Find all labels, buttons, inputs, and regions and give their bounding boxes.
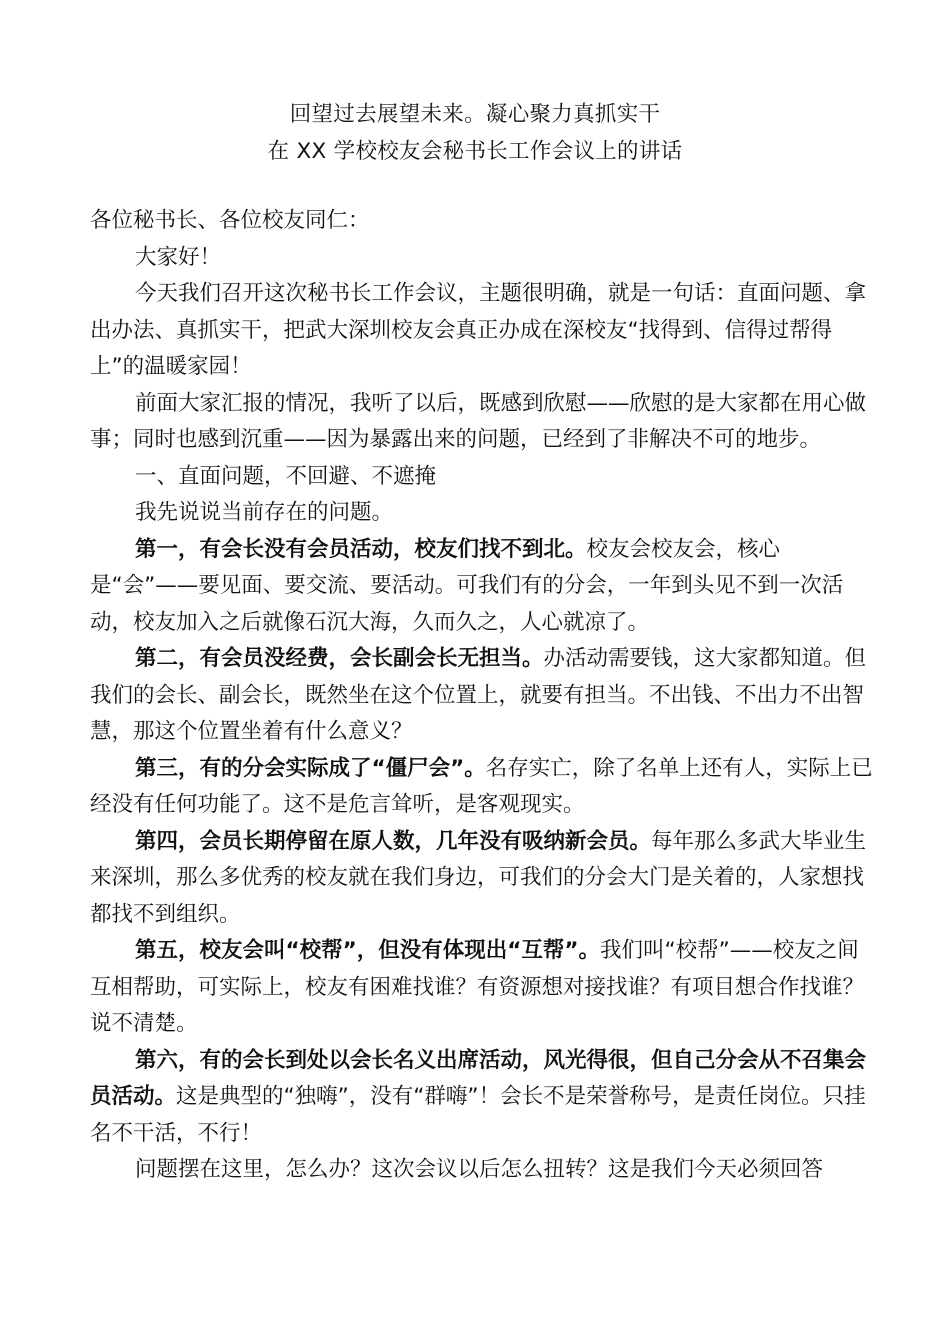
feelings-paragraph: 前面大家汇报的情况，我听了以后，既感到欣慰——欣慰的是大家都在用心做事；同时也感到沉重——因为暴露出来的问题，已经到了非解决不可的地步。 <box>90 390 867 452</box>
section-heading: 一、直面问题，不回避、不遮掩 <box>135 463 437 489</box>
title-block <box>0 96 950 170</box>
problem-6-text: 这是典型的“独嗨”，没有“群嗨”！会长不是荣誉称号，是责任岗位。只挂名不干活，不行！ <box>90 1084 866 1146</box>
problem-1-bold: 第一，有会长没有会员活动，校友们找不到北。 <box>135 536 587 562</box>
section-lead: 我先说说当前存在的问题。 <box>135 500 394 525</box>
problem-2-text: 办活动需要钱，这大家都知道。但我们的会长、副会长，既然坐在这个位置上，就要有担当。不出钱、不出力不出智慧，那这个位置坐着有什么意义？ <box>90 646 867 744</box>
problem-paragraph-4 <box>90 824 880 934</box>
problem-paragraph-6 <box>90 1043 880 1153</box>
closing-paragraph: 问题摆在这里，怎么办？这次会议以后怎么扭转？这是我们今天必须回答 <box>135 1157 824 1182</box>
problem-5-bold: 第五，校友会叫“校帮”，但没有体现出“互帮”。 <box>135 938 601 963</box>
problem-3-bold: 第三，有的分会实际成了“僵尸会”。 <box>135 755 486 781</box>
problem-paragraph-1 <box>90 532 880 642</box>
problem-paragraph-3 <box>90 751 880 824</box>
problem-6-bold: 第六，有的会长到处以会长名义出席活动，风光得很，但自己分会从不召集会员活动。 <box>90 1047 867 1109</box>
speech-body <box>90 203 880 1189</box>
intro-paragraph: 今天我们召开这次秘书长工作会议，主题很明确，就是一句话：直面问题、拿出办法、真抓实干，把武大深圳校友会真正办成在深校友“找得到、信得过帮得上”的温暖家园！ <box>90 281 867 379</box>
problem-4-bold: 第四，会员长期停留在原人数，几年没有吸纳新会员。 <box>135 828 652 854</box>
greeting: 大家好！ <box>135 244 222 270</box>
problem-5-text: 我们叫“校帮”——校友之间互相帮助，可实际上，校友有困难找谁？有资源想对接找谁？有项目想合作找谁？说不清楚。 <box>90 938 865 1036</box>
problem-paragraph-5 <box>90 933 880 1043</box>
salutation: 各位秘书长、各位校友同仁： <box>90 208 370 233</box>
title-line-1: 回望过去展望未来。凝心聚力真抓实干 <box>289 102 661 127</box>
problem-3-text: 名存实亡，除了名单上还有人，实际上已经没有任何功能了。这不是危言耸听，是客观现实。 <box>90 755 873 817</box>
problem-4-text: 每年那么多武大毕业生来深圳，那么多优秀的校友就在我们身边，可我们的分会大门是关着的，人家想找都找不到组织。 <box>90 828 867 927</box>
problem-2-bold: 第二，有会员没经费，会长副会长无担当。 <box>135 646 544 671</box>
problem-paragraph-2 <box>90 641 880 751</box>
title-line-2: 在 XX 学校校友会秘书长工作会议上的讲话 <box>267 139 683 164</box>
problem-1-text: 校友会校友会，核心是“会”——要见面、要交流、要活动。可我们有的分会，一年到头见不到一次活动，校友加入之后就像石沉大海，久而久之，人心就凉了。 <box>90 536 844 635</box>
